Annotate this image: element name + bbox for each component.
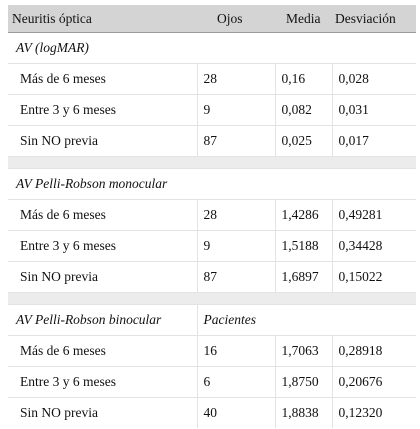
header-media: Media xyxy=(275,5,332,33)
row-count: 9 xyxy=(197,95,275,126)
section-row xyxy=(8,169,416,200)
row-sd: 0,028 xyxy=(332,64,416,95)
row-mean: 1,8750 xyxy=(275,367,332,398)
row-count: 28 xyxy=(197,200,275,231)
table-row xyxy=(8,95,416,126)
row-mean: 1,4286 xyxy=(275,200,332,231)
row-sd: 0,12320 xyxy=(332,398,416,429)
section-row xyxy=(8,33,416,64)
row-mean: 0,025 xyxy=(275,126,332,157)
row-sd: 0,017 xyxy=(332,126,416,157)
row-sd: 0,031 xyxy=(332,95,416,126)
table-row xyxy=(8,200,416,231)
table-body xyxy=(8,33,416,429)
row-mean: 1,6897 xyxy=(275,262,332,293)
table-row xyxy=(8,336,416,367)
row-label: Más de 6 meses xyxy=(8,200,197,231)
row-label: Sin NO previa xyxy=(20,405,98,420)
row-sd: 0,20676 xyxy=(332,367,416,398)
row-mean: 0,082 xyxy=(275,95,332,126)
table-row xyxy=(8,262,416,293)
row-count: 87 xyxy=(197,262,275,293)
table-header xyxy=(8,5,416,33)
row-label: Más de 6 meses xyxy=(8,336,197,367)
row-count: 28 xyxy=(197,64,275,95)
section-title: AV (logMAR) xyxy=(8,33,416,64)
row-sd: 0,28918 xyxy=(332,336,416,367)
row-count: 16 xyxy=(197,336,275,367)
row-mean: 1,5188 xyxy=(275,231,332,262)
row-count: 87 xyxy=(197,126,275,157)
row-sd: 0,15022 xyxy=(332,262,416,293)
row-label: Sin NO previa xyxy=(8,126,197,157)
section-title: AV Pelli-Robson monocular xyxy=(8,169,416,200)
row-label: Entre 3 y 6 meses xyxy=(8,231,197,262)
results-table xyxy=(8,5,416,428)
row-label: Entre 3 y 6 meses xyxy=(8,95,197,126)
section-subheader: Pacientes xyxy=(197,305,416,336)
section-divider xyxy=(8,157,416,169)
row-label: Más de 6 meses xyxy=(8,64,197,95)
row-count: 6 xyxy=(197,367,275,398)
header-desviacion: Desviación xyxy=(332,5,416,33)
row-count: 40 xyxy=(197,398,275,429)
section-divider xyxy=(8,293,416,305)
row-label: Sin NO previa xyxy=(8,262,197,293)
header-neuritis: Neuritis óptica xyxy=(8,5,197,33)
header-ojos: Ojos xyxy=(197,5,275,33)
row-mean: 0,16 xyxy=(275,64,332,95)
table-row xyxy=(8,398,416,429)
section-title: AV Pelli-Robson binocular xyxy=(8,305,197,336)
table-row xyxy=(8,126,416,157)
row-count: 9 xyxy=(197,231,275,262)
table-row xyxy=(8,64,416,95)
row-sd: 0,34428 xyxy=(332,231,416,262)
row-mean: 1,7063 xyxy=(275,336,332,367)
row-sd: 0,49281 xyxy=(332,200,416,231)
table-row xyxy=(8,231,416,262)
row-mean: 1,8838 xyxy=(275,398,332,429)
row-label: Entre 3 y 6 meses xyxy=(8,367,197,398)
table-row xyxy=(8,367,416,398)
section-row xyxy=(8,305,416,336)
header-row xyxy=(8,5,416,33)
